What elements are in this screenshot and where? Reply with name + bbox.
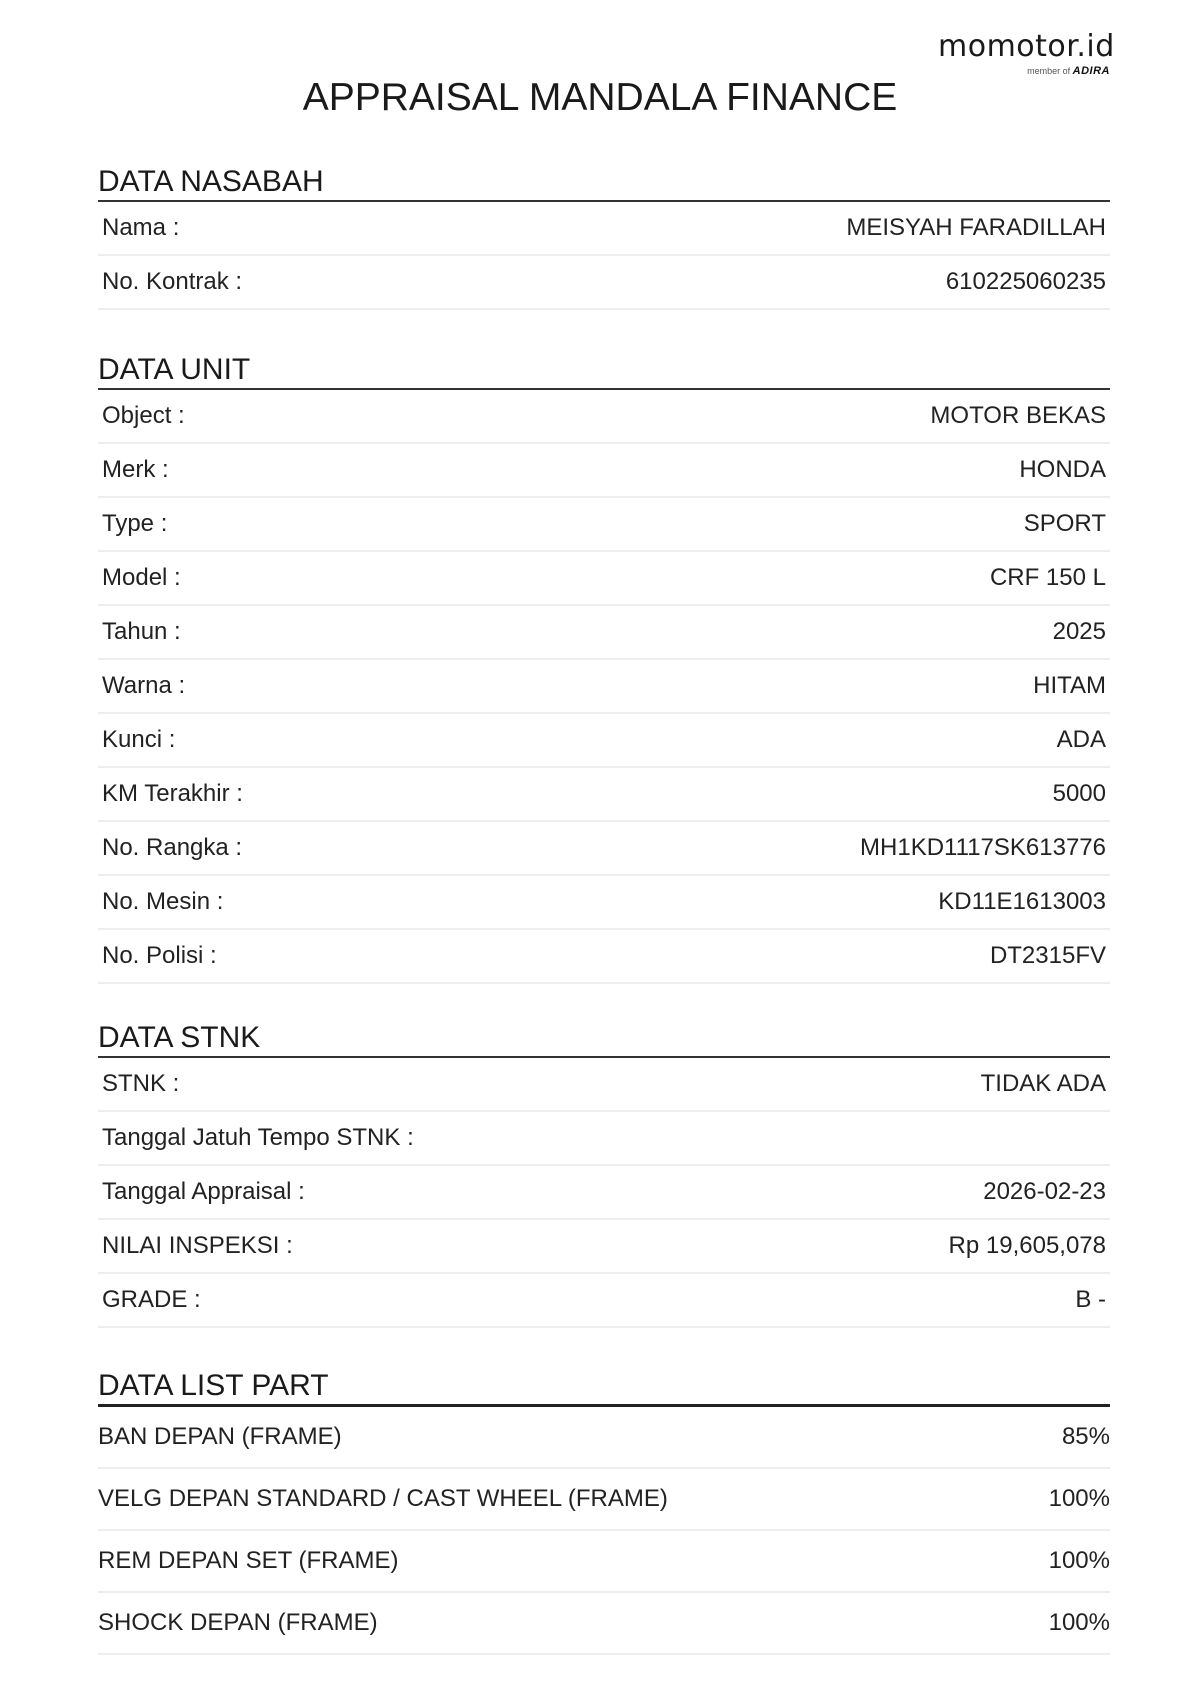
row-label: KM Terakhir : — [102, 780, 243, 807]
table-row — [98, 444, 1110, 498]
table-row — [98, 390, 1110, 444]
row-label: Warna : — [102, 672, 186, 699]
table-row — [98, 606, 1110, 660]
section-heading: DATA LIST PART — [98, 1368, 1110, 1407]
table-row — [98, 1166, 1110, 1220]
section-data-list-part — [98, 1368, 1110, 1655]
row-value: 100% — [1048, 1609, 1110, 1636]
row-value: KD11E1613003 — [938, 888, 1106, 915]
logo-member-brand: ADIRA — [1072, 65, 1110, 77]
table-row — [98, 768, 1110, 822]
row-value: DT2315FV — [989, 942, 1106, 969]
row-value: 100% — [1048, 1485, 1110, 1512]
row-label: Nama : — [102, 214, 180, 241]
logo-member-prefix: member of — [1027, 66, 1071, 76]
row-label: VELG DEPAN STANDARD / CAST WHEEL (FRAME) — [98, 1485, 668, 1512]
row-label: No. Polisi : — [102, 942, 217, 969]
row-label: No. Mesin : — [102, 888, 224, 915]
section-data-unit — [98, 352, 1110, 984]
row-label: Model : — [102, 564, 181, 591]
table-row — [98, 498, 1110, 552]
row-value: 2025 — [1052, 618, 1106, 645]
row-label: No. Kontrak : — [102, 268, 243, 295]
row-label: NILAI INSPEKSI : — [102, 1232, 293, 1259]
section-heading: DATA UNIT — [98, 352, 1110, 390]
row-value: ADA — [1056, 726, 1106, 753]
row-value: MOTOR BEKAS — [930, 402, 1106, 429]
row-label: No. Rangka : — [102, 834, 243, 861]
table-row — [98, 1112, 1110, 1166]
section-heading: DATA NASABAH — [98, 164, 1110, 202]
row-value: MH1KD1117SK613776 — [860, 834, 1106, 861]
row-label: SHOCK DEPAN (FRAME) — [98, 1609, 378, 1636]
page-title: APPRAISAL MANDALA FINANCE — [302, 76, 898, 119]
table-row — [98, 1469, 1110, 1531]
row-value: MEISYAH FARADILLAH — [846, 214, 1106, 241]
table-row — [98, 1274, 1110, 1328]
row-label: Tanggal Jatuh Tempo STNK : — [102, 1124, 414, 1151]
table-row — [98, 1220, 1110, 1274]
table-row — [98, 822, 1110, 876]
row-label: Tahun : — [102, 618, 181, 645]
row-value: 85% — [1061, 1423, 1110, 1450]
section-data-nasabah — [98, 164, 1110, 310]
row-value: CRF 150 L — [989, 564, 1106, 591]
logo-brand: momotor.id — [938, 29, 1115, 64]
row-label: GRADE : — [102, 1286, 201, 1313]
table-row — [98, 714, 1110, 768]
row-label: Type : — [102, 510, 168, 537]
row-label: REM DEPAN SET (FRAME) — [98, 1547, 399, 1574]
row-value: Rp 19,605,078 — [948, 1232, 1106, 1259]
table-row — [98, 876, 1110, 930]
section-heading: DATA STNK — [98, 1020, 1110, 1058]
table-row — [98, 256, 1110, 310]
row-value: 5000 — [1052, 780, 1106, 807]
row-label: BAN DEPAN (FRAME) — [98, 1423, 342, 1450]
row-label: STNK : — [102, 1070, 180, 1097]
table-row — [98, 660, 1110, 714]
row-value: 610225060235 — [945, 268, 1106, 295]
row-value: 2026-02-23 — [983, 1178, 1106, 1205]
row-value: HITAM — [1033, 672, 1106, 699]
row-label: Kunci : — [102, 726, 176, 753]
table-row — [98, 1407, 1110, 1469]
section-data-stnk — [98, 1020, 1110, 1328]
row-value: 100% — [1048, 1547, 1110, 1574]
table-row — [98, 1058, 1110, 1112]
table-row — [98, 202, 1110, 256]
row-label: Merk : — [102, 456, 169, 483]
row-label: Object : — [102, 402, 185, 429]
row-value: TIDAK ADA — [980, 1070, 1106, 1097]
row-value: SPORT — [1023, 510, 1106, 537]
table-row — [98, 1531, 1110, 1593]
table-row — [98, 552, 1110, 606]
row-label: Tanggal Appraisal : — [102, 1178, 305, 1205]
table-row — [98, 1593, 1110, 1655]
row-value: B - — [1075, 1286, 1106, 1313]
row-value: HONDA — [1019, 456, 1106, 483]
table-row — [98, 930, 1110, 984]
